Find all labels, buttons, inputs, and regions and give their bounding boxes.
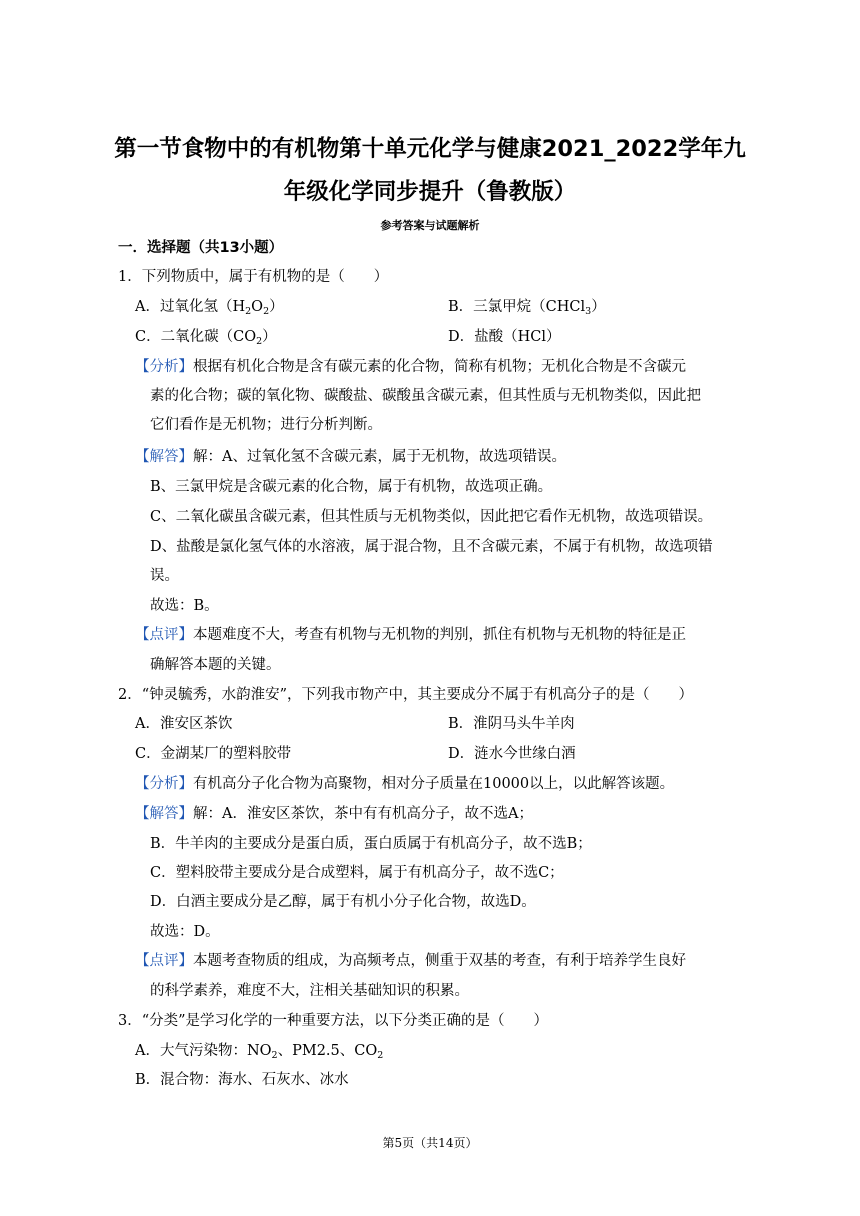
q1-option-b-text: B．三氯甲烷（CHCl bbox=[448, 299, 586, 315]
q1-comment-text: 本题难度不大，考查有机物与无机物的判别，抓住有机物与无机物的特征是正 bbox=[193, 627, 686, 643]
q1-comment-line: 确解答本题的关键。 bbox=[150, 657, 281, 673]
q1-option-c-text: ） bbox=[262, 329, 277, 345]
q2-comment-text: 本题考查物质的组成，为高频考点，侧重于双基的考查，有利于培养学生良好 bbox=[193, 953, 686, 969]
q1-option-a bbox=[135, 296, 284, 323]
section-heading: 一．选择题（共13小题） bbox=[118, 240, 284, 256]
title-line-2: 年级化学同步提升（鲁教版） bbox=[283, 179, 577, 205]
q1-answer-text: 解：A、过氧化氢不含碳元素，属于无机物，故选项错误。 bbox=[193, 449, 566, 465]
q1-option-a-text: A．过氧化氢（H bbox=[135, 299, 246, 315]
subscript: 2 bbox=[263, 306, 270, 317]
q2-comment-line bbox=[135, 950, 686, 972]
q2-answer-line: B．牛羊肉的主要成分是蛋白质，蛋白质属于有机高分子，故不选B； bbox=[150, 836, 592, 852]
document-subtitle: 参考答案与试题解析 bbox=[380, 219, 480, 232]
title-line-1: 第一节食物中的有机物第十单元化学与健康2021_2022学年九 bbox=[114, 136, 746, 162]
analysis-tag: 【分析】 bbox=[135, 776, 193, 792]
subscript: 2 bbox=[245, 306, 252, 317]
q2-answer-text: 解：A．淮安区茶饮，茶中有有机高分子，故不选A； bbox=[193, 806, 533, 822]
q3-stem: 3．“分类”是学习化学的一种重要方法，以下分类正确的是（ ） bbox=[118, 1013, 549, 1029]
document-title bbox=[100, 128, 760, 214]
q1-answer-line: D、盐酸是氯化氢气体的水溶液，属于混合物，且不含碳元素，不属于有机物，故选项错 bbox=[150, 539, 713, 555]
q1-answer-line: 误。 bbox=[150, 568, 179, 584]
q1-option-c bbox=[135, 326, 277, 353]
comment-tag: 【点评】 bbox=[135, 953, 193, 969]
q1-option-a-text: O bbox=[251, 299, 264, 315]
q1-answer-line: B、三氯甲烷是含碳元素的化合物，属于有机物，故选项正确。 bbox=[150, 479, 553, 495]
comment-tag: 【点评】 bbox=[135, 627, 193, 643]
q1-analysis-line: 它们看作是无机物；进行分析判断。 bbox=[150, 417, 382, 433]
q3-option-b: B．混合物：海水、石灰水、冰水 bbox=[135, 1072, 349, 1088]
q2-option-c: C．金湖某厂的塑料胶带 bbox=[135, 746, 292, 762]
q2-comment-line: 的科学素养，难度不大，注相关基础知识的积累。 bbox=[150, 983, 469, 999]
q2-option-b: B．淮阴马头牛羊肉 bbox=[448, 716, 575, 732]
q3-option-a bbox=[135, 1040, 383, 1067]
subscript: 3 bbox=[585, 306, 592, 317]
q1-answer-line bbox=[135, 446, 566, 468]
q3-option-a-text: 、PM2.5、CO bbox=[277, 1043, 378, 1059]
q1-comment-line bbox=[135, 624, 686, 646]
q3-option-a-text: A．大气污染物：NO bbox=[135, 1043, 272, 1059]
q2-analysis-text: 有机高分子化合物为高聚物，相对分子质量在10000以上，以此解答该题。 bbox=[193, 776, 675, 792]
subscript: 2 bbox=[256, 336, 263, 347]
q1-option-d: D．盐酸（HCl） bbox=[448, 329, 561, 345]
subscript: 2 bbox=[377, 1050, 384, 1061]
q1-option-c-text: C．二氧化碳（CO bbox=[135, 329, 257, 345]
q2-answer-line: C．塑料胶带主要成分是合成塑料，属于有机高分子，故不选C； bbox=[150, 865, 564, 881]
q2-choice: 故选：D。 bbox=[150, 924, 220, 940]
q1-analysis-text: 根据有机化合物是含有碳元素的化合物，简称有机物；无机化合物是不含碳元 bbox=[193, 359, 686, 375]
page-footer: 第5页（共14页） bbox=[382, 1136, 478, 1150]
q1-answer-line: C、二氧化碳虽含碳元素，但其性质与无机物类似，因此把它看作无机物，故选项错误。 bbox=[150, 509, 713, 525]
subscript: 2 bbox=[271, 1050, 278, 1061]
q1-option-a-text: ） bbox=[269, 299, 284, 315]
answer-tag: 【解答】 bbox=[135, 449, 193, 465]
q2-option-d: D．涟水今世缘白酒 bbox=[448, 746, 576, 762]
q2-option-a: A．淮安区茶饮 bbox=[135, 716, 233, 732]
analysis-tag: 【分析】 bbox=[135, 359, 193, 375]
q2-stem: 2．“钟灵毓秀，水韵淮安”，下列我市物产中，其主要成分不属于有机高分子的是（ ） bbox=[118, 687, 694, 703]
q1-choice: 故选：B。 bbox=[150, 598, 219, 614]
q1-analysis-line bbox=[135, 356, 686, 378]
q2-answer-line bbox=[135, 803, 533, 825]
q1-option-b-text: ） bbox=[591, 299, 606, 315]
answer-tag: 【解答】 bbox=[135, 806, 193, 822]
q2-answer-line: D．白酒主要成分是乙醇，属于有机小分子化合物，故选D。 bbox=[150, 894, 536, 910]
q2-analysis-line bbox=[135, 773, 674, 795]
q1-analysis-line: 素的化合物；碳的氧化物、碳酸盐、碳酸虽含碳元素，但其性质与无机物类似，因此把 bbox=[150, 388, 701, 404]
q1-option-b bbox=[448, 296, 606, 323]
q1-stem: 1．下列物质中，属于有机物的是（ ） bbox=[118, 269, 389, 285]
